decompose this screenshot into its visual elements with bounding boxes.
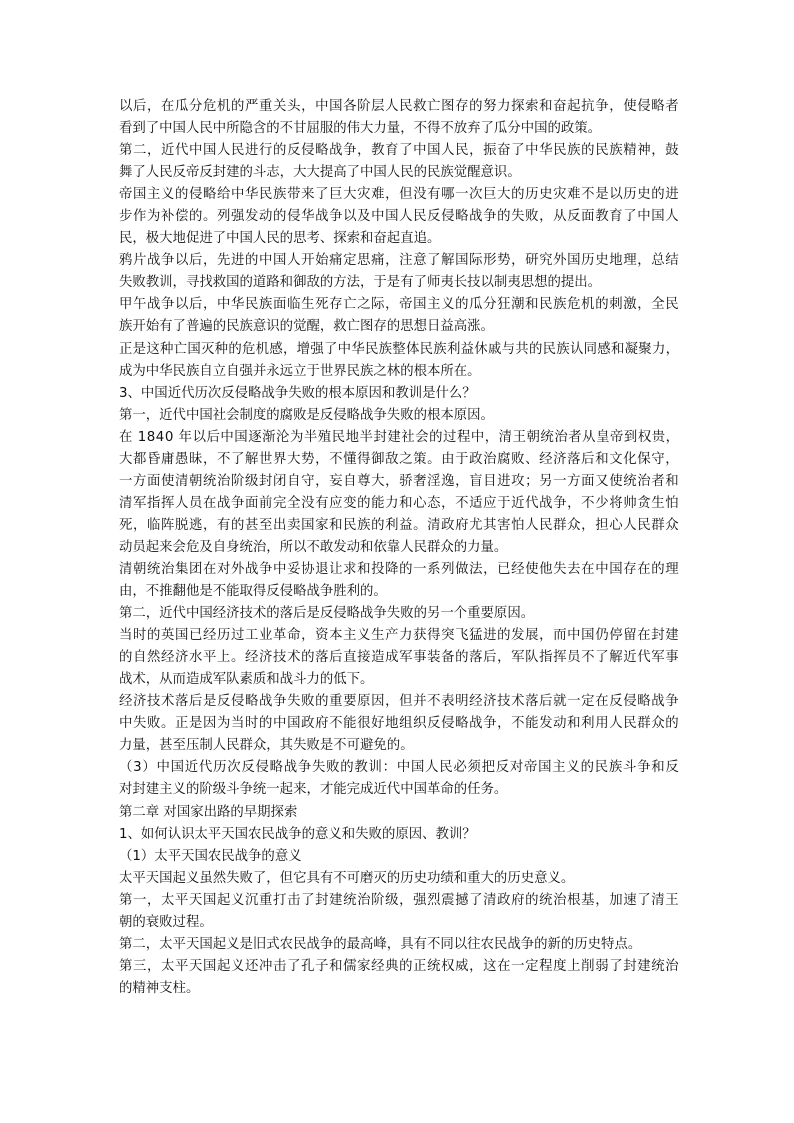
text-line: 清朝统治集团在对外战争中妥协退让求和投降的一系列做法，已经使他失去在中国存在的理 [119, 561, 680, 577]
text-line: 第二，太平天国起义是旧式农民战争的最高峰，具有不同以往农民战争的新的历史特点。 [119, 936, 642, 952]
text-line: 在 1840 年以后中国逐渐沦为半殖民地半封建社会的过程中，清王朝统治者从皇帝到权贵， [119, 429, 680, 445]
text-line: 第三，太平天国起义还冲击了孔子和儒家经典的正统权威，这在一定程度上削弱了封建统治 [119, 958, 680, 974]
text-line: 第二章 对国家出路的早期探索 [119, 804, 298, 820]
text-line: 民，极大地促进了中国人民的思考、探索和奋起直追。 [119, 231, 441, 247]
text-line: 鸦片战争以后，先进的中国人开始痛定思痛，注意了解国际形势，研究外国历史地理，总结 [119, 253, 680, 269]
text-line: 清军指挥人员在战争面前完全没有应变的能力和心态，不适应于近代战争，不少将帅贪生怕 [119, 495, 680, 511]
text-line: 甲午战争以后，中华民族面临生死存亡之际，帝国主义的瓜分狂潮和民族危机的刺激，全民 [119, 297, 680, 313]
text-line: 的精神支柱。 [119, 980, 200, 996]
text-line: 朝的衰败过程。 [119, 914, 213, 930]
text-line: 以后，在瓜分危机的严重关头，中国各阶层人民救亡图存的努力探索和奋起抗争，使侵略者 [119, 99, 680, 114]
text-line: 对封建主义的阶级斗争统一起来，才能完成近代中国革命的任务。 [119, 782, 508, 798]
text-line: 1、如何认识太平天国农民战争的意义和失败的原因、教训？ [119, 826, 476, 842]
text-line: 大都昏庸愚昧，不了解世界大势，不懂得御敌之策。由于政治腐败、经济落后和文化保守， [119, 451, 680, 467]
text-line: 失败教训，寻找救国的道路和御敌的方法，于是有了师夷长技以制夷思想的提出。 [119, 275, 602, 291]
text-line: 力量，甚至压制人民群众，其失败是不可避免的。 [119, 738, 414, 754]
text-line: 成为中华民族自立自强并永远立于世界民族之林的根本所在。 [119, 363, 481, 379]
text-line: （1）太平天国农民战争的意义 [119, 848, 302, 864]
text-line: 动员起来会危及自身统治，所以不敢发动和依靠人民群众的力量。 [119, 539, 508, 555]
text-line: 第二，近代中国人民进行的反侵略战争，教育了中国人民，振奋了中华民族的民族精神，鼓 [119, 143, 680, 159]
text-line: 第一，太平天国起义沉重打击了封建统治阶级，强烈震撼了清政府的统治根基，加速了清王 [119, 892, 680, 908]
text-line: 经济技术落后是反侵略战争失败的重要原因，但并不表明经济技术落后就一定在反侵略战争 [119, 694, 680, 710]
text-line: 3、中国近代历次反侵略战争失败的根本原因和教训是什么？ [119, 385, 476, 401]
text-line: 步作为补偿的。列强发动的侵华战争以及中国人民反侵略战争的失败，从反面教育了中国人 [119, 209, 680, 225]
text-line: 死，临阵脱逃，有的甚至出卖国家和民族的利益。清政府尤其害怕人民群众，担心人民群众 [119, 517, 680, 533]
text-line: 当时的英国已经历过工业革命，资本主义生产力获得突飞猛进的发展，而中国仍停留在封建 [119, 628, 680, 644]
document-body [119, 96, 679, 1000]
text-line: 第二，近代中国经济技术的落后是反侵略战争失败的另一个重要原因。 [119, 606, 535, 622]
text-line: 看到了中国人民中所隐含的不甘屈服的伟大力量，不得不放弃了瓜分中国的政策。 [119, 121, 602, 137]
text-line: （3）中国近代历次反侵略战争失败的教训：中国人民必须把反对帝国主义的民族斗争和反 [119, 760, 680, 776]
text-line: 舞了人民反帝反封建的斗志，大大提高了中国人民的民族觉醒意识。 [119, 165, 521, 181]
text-line: 一方面使清朝统治阶级封闭自守，妄自尊大，骄奢淫逸，盲目进攻；另一方面又使统治者和 [119, 473, 680, 489]
text-line: 第一，近代中国社会制度的腐败是反侵略战争失败的根本原因。 [119, 407, 494, 423]
text-line: 由，不推翻他是不能取得反侵略战争胜利的。 [119, 584, 387, 600]
text-line: 战术，从而造成军队素质和战斗力的低下。 [119, 672, 374, 688]
text-line: 的自然经济水平上。经济技术的落后直接造成军事装备的落后，军队指挥员不了解近代军事 [119, 650, 680, 666]
text-line: 帝国主义的侵略给中华民族带来了巨大灾难，但没有哪一次巨大的历史灾难不是以历史的进 [119, 187, 680, 203]
text-line: 族开始有了普遍的民族意识的觉醒，救亡图存的思想日益高涨。 [119, 319, 494, 335]
text-line: 太平天国起义虽然失败了，但它具有不可磨灭的历史功绩和重大的历史意义。 [119, 870, 575, 886]
text-line: 正是这种亡国灭种的危机感，增强了中华民族整体民族利益休戚与共的民族认同感和凝聚力， [119, 341, 680, 357]
text-line: 中失败。正是因为当时的中国政府不能很好地组织反侵略战争，不能发动和利用人民群众的 [119, 716, 680, 732]
